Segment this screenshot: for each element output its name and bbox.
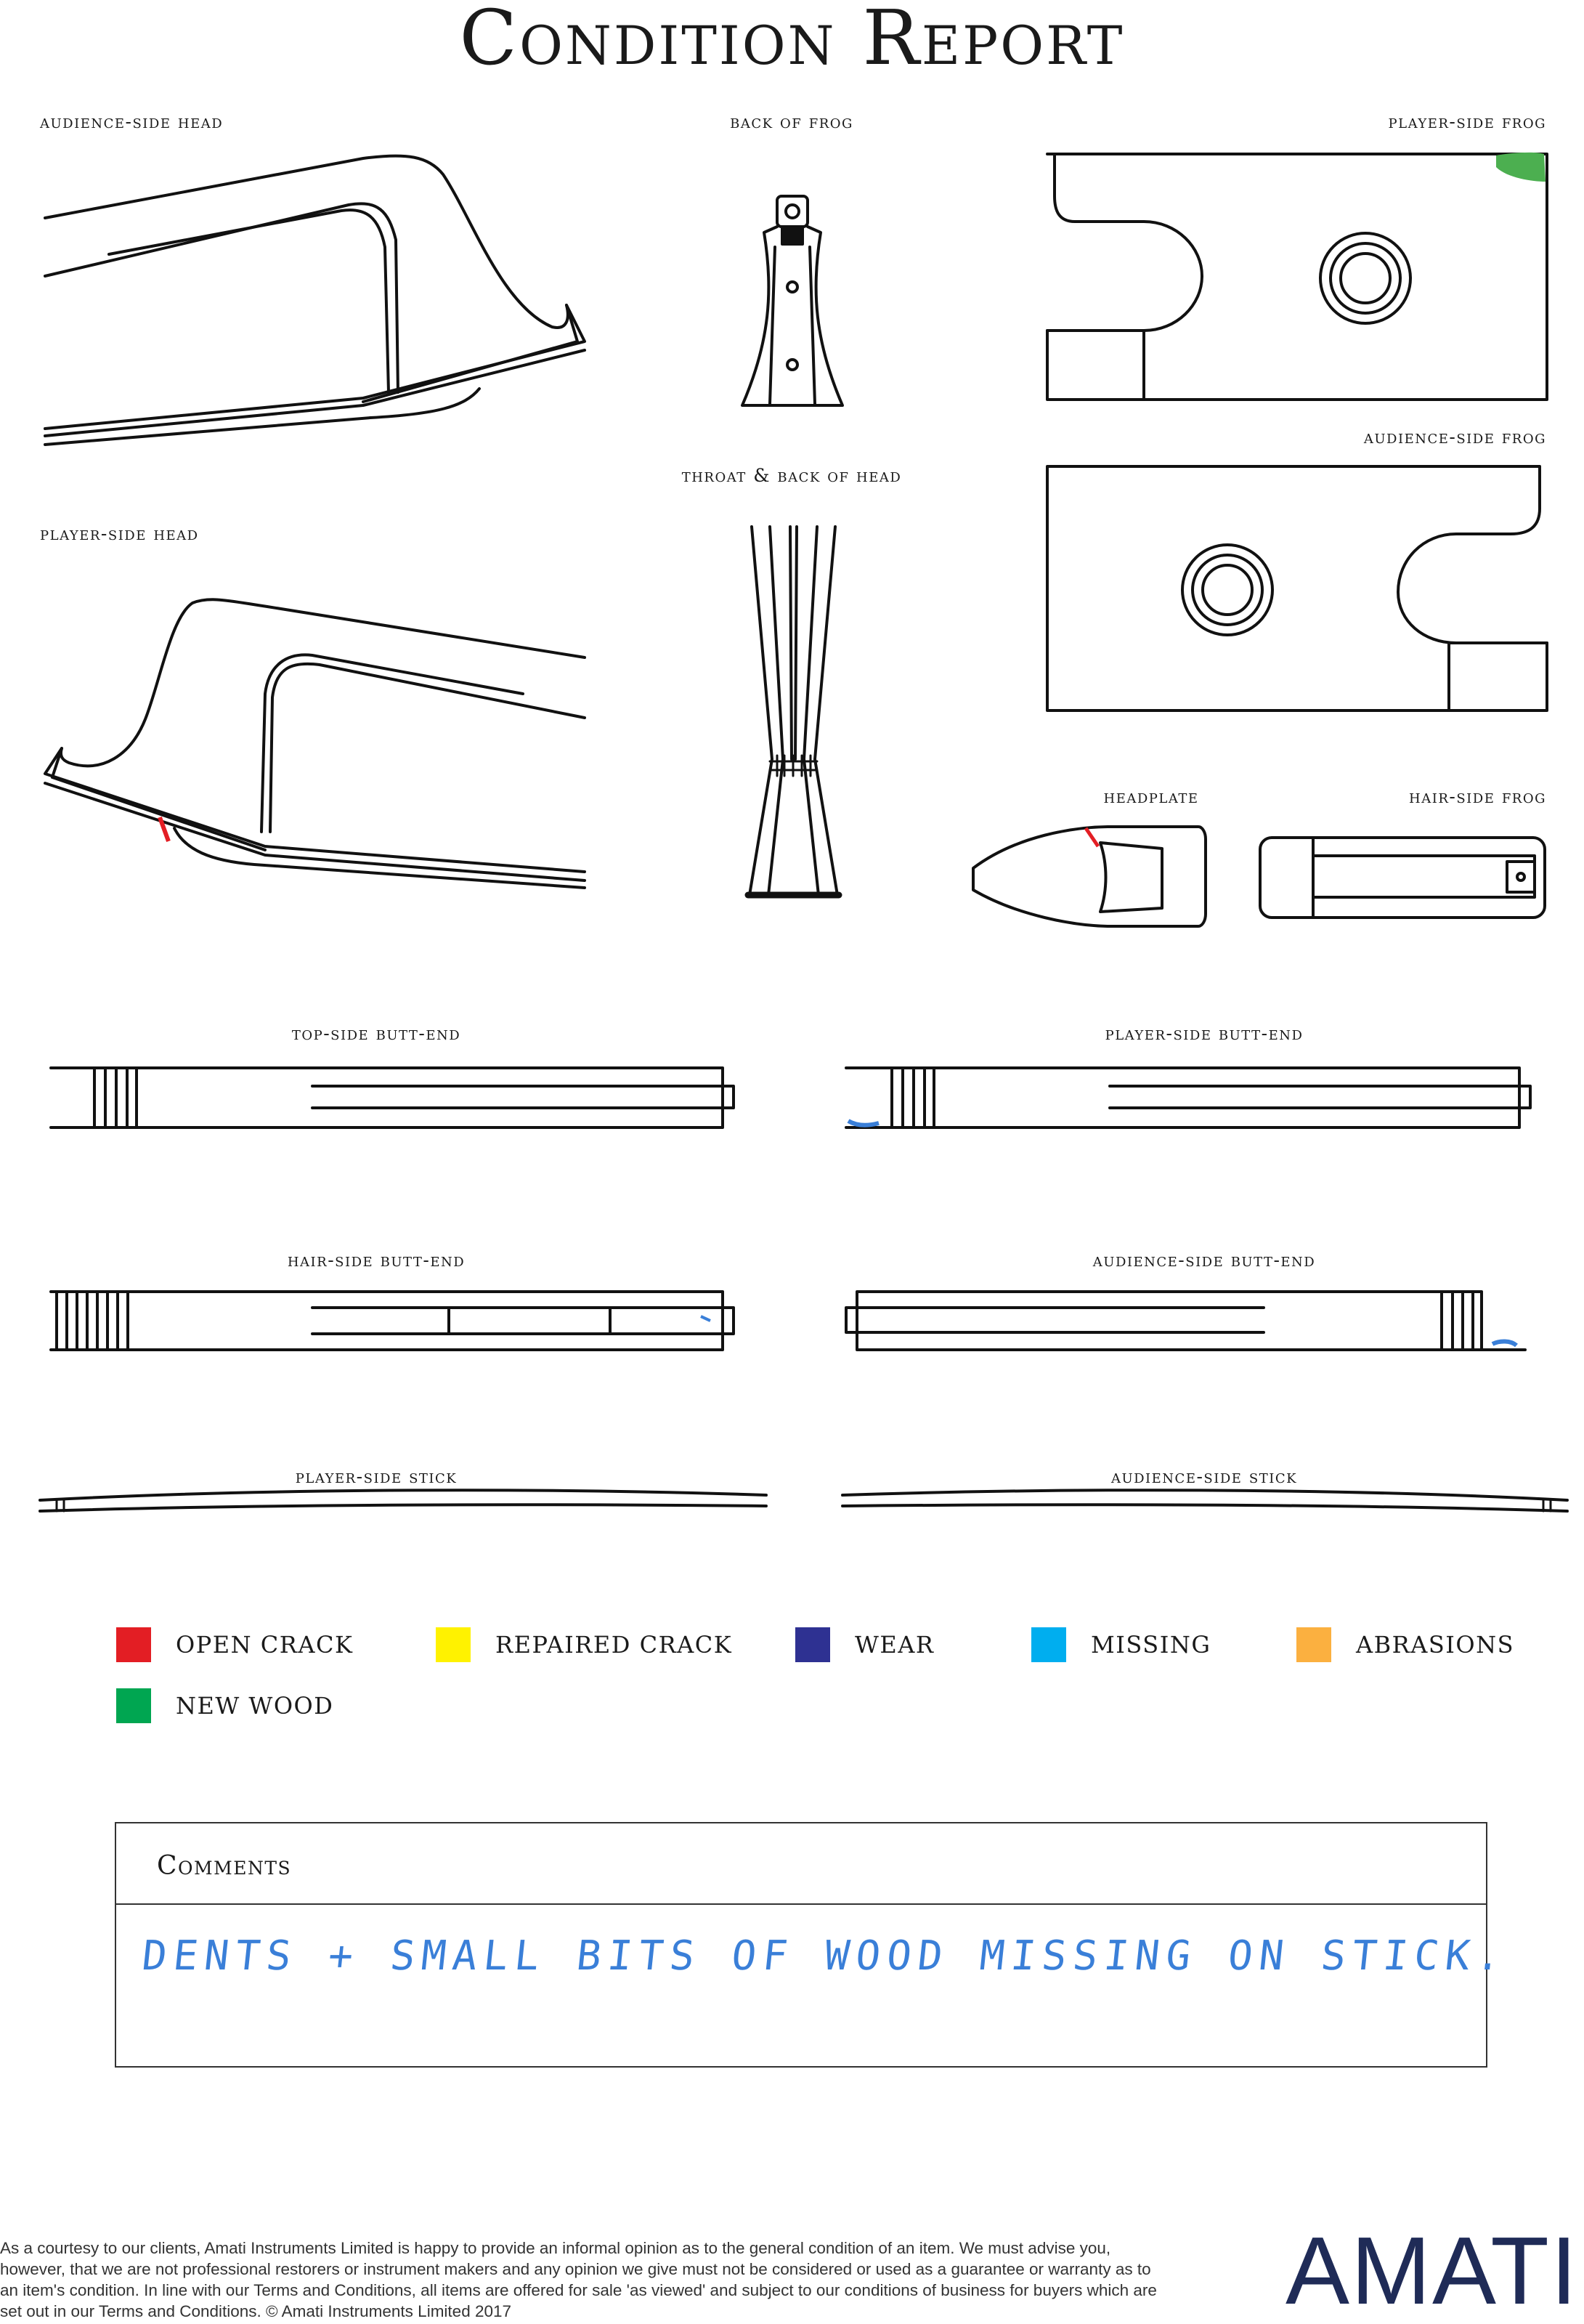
legend-abrasions xyxy=(1296,1627,1514,1662)
player-side-stick-drawing xyxy=(40,1490,766,1511)
label-player-side-frog: player-side frog xyxy=(1388,111,1546,132)
label-top-side-butt-end: top-side butt-end xyxy=(291,1023,461,1044)
legend-label: MISSING xyxy=(1091,1631,1211,1659)
label-headplate: headplate xyxy=(1103,786,1199,807)
hair-side-frog-drawing xyxy=(1260,838,1545,918)
open-crack-mark-headplate xyxy=(1086,828,1098,846)
legend-label: WEAR xyxy=(855,1631,935,1659)
label-audience-side-frog: audience-side frog xyxy=(1363,426,1546,448)
player-side-head-drawing xyxy=(45,599,585,888)
legend-swatch-yellow xyxy=(436,1627,471,1662)
audience-side-butt-end-drawing xyxy=(846,1292,1525,1350)
legend-label: REPAIRED CRACK xyxy=(495,1631,733,1659)
headplate-drawing xyxy=(973,827,1206,926)
audience-side-stick-drawing xyxy=(842,1490,1567,1511)
comments-handwritten-text: DENTS + SMALL BITS OF WOOD MISSING ON STICK. xyxy=(139,1932,1510,1980)
legend-swatch-green xyxy=(116,1688,151,1723)
audience-side-head-drawing xyxy=(45,155,585,445)
legend-swatch-red xyxy=(116,1627,151,1662)
throat-back-of-head-drawing xyxy=(748,527,839,895)
comments-title: Comments xyxy=(157,1851,292,1881)
disclaimer-text: As a courtesy to our clients, Amati Instruments Limited is happy to provide an informal opinion as to the general condition of an item. We must advise you, however, that we are not professional restorers or instrument makers and any opinion we give must not be considered or used as a guarantee or warranty as to an item's condition. In line with our Terms and Conditions, all items are offered for sale 'as viewed' and subject to our conditions of business for buyers which are set out in our Terms and Conditions. © Amati Instruments Limited 2017 xyxy=(0,2239,1157,2320)
player-side-frog-drawing xyxy=(1047,154,1547,400)
legend-label: ABRASIONS xyxy=(1356,1631,1515,1659)
amati-logo: AMATI xyxy=(1286,2217,1579,2324)
legend-open-crack xyxy=(116,1627,353,1662)
audience-side-frog-drawing xyxy=(1047,466,1547,710)
label-back-of-frog: back of frog xyxy=(730,111,853,132)
label-player-side-butt-end: player-side butt-end xyxy=(1105,1023,1304,1044)
top-side-butt-end-drawing xyxy=(51,1068,734,1127)
comments-box xyxy=(115,1822,1510,2068)
back-of-frog-drawing xyxy=(742,196,842,405)
label-audience-side-head: audience-side head xyxy=(40,111,224,132)
missing-mark-hair-butt xyxy=(701,1316,710,1321)
legend-wear xyxy=(795,1627,934,1662)
legend-label: OPEN CRACK xyxy=(176,1631,354,1659)
label-audience-side-stick: audience-side stick xyxy=(1110,1466,1298,1487)
legend-repaired-crack xyxy=(436,1627,732,1662)
label-throat-back-of-head: throat & back of head xyxy=(681,465,902,486)
label-player-side-stick: player-side stick xyxy=(295,1466,458,1487)
legend-label: NEW WOOD xyxy=(176,1692,334,1720)
legend-missing xyxy=(1031,1627,1211,1662)
hair-side-butt-end-drawing xyxy=(51,1292,734,1350)
legend-swatch-orange xyxy=(1296,1627,1331,1662)
page-title: Condition Report xyxy=(459,0,1125,82)
legend-new-wood xyxy=(116,1688,333,1723)
player-side-butt-end-drawing xyxy=(846,1068,1530,1127)
label-player-side-head: player-side head xyxy=(40,523,199,544)
legend-swatch-cyan xyxy=(1031,1627,1066,1662)
label-hair-side-butt-end: hair-side butt-end xyxy=(287,1250,466,1271)
comments-header xyxy=(116,1823,1486,1905)
legend-swatch-navy xyxy=(795,1627,830,1662)
label-hair-side-frog: hair-side frog xyxy=(1409,786,1546,807)
label-audience-side-butt-end: audience-side butt-end xyxy=(1092,1250,1316,1271)
missing-mark-audience-butt xyxy=(1492,1341,1516,1345)
new-wood-mark xyxy=(1496,153,1546,182)
missing-mark-player-butt xyxy=(848,1121,879,1125)
